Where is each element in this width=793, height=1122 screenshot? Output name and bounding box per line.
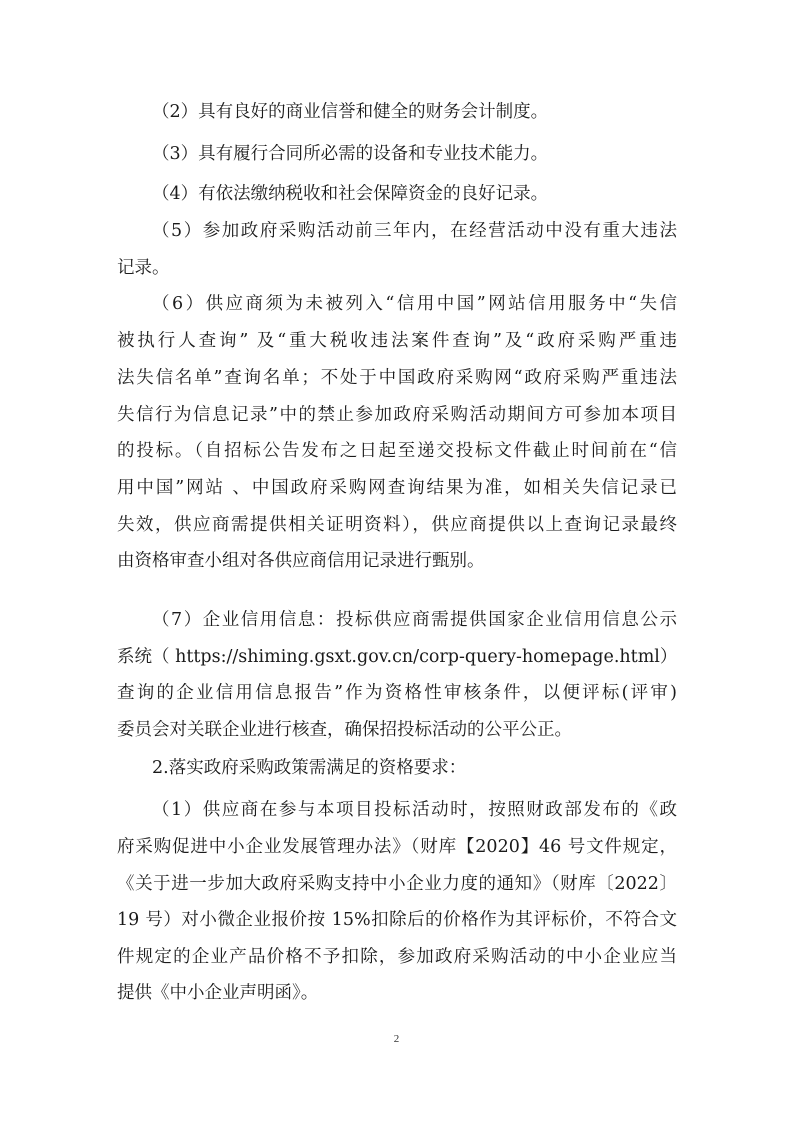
text-line: 记录。 [117, 258, 170, 278]
text-line: 被执行人查询” 及“重大税收违法案件查询”及“政府采购严重违 [117, 331, 677, 351]
section-heading: 2.落实政府采购政策需满足的资格要求： [152, 758, 467, 778]
page-number: 2 [393, 1033, 400, 1045]
text-line: 由资格审查小组对各供应商信用记录进行甄别。 [117, 551, 485, 571]
text-line: 委员会对关联企业进行核查，确保招投标活动的公平公正。 [117, 720, 572, 740]
text-line: （4）有依法缴纳税收和社会保障资金的良好记录。 [152, 184, 549, 204]
text-line: （7）企业信用信息：投标供应商需提供国家企业信用信息公示 [152, 610, 677, 630]
text-line: （5）参加政府采购活动前三年内，在经营活动中没有重大违法 [152, 221, 677, 241]
text-line: （6）供应商须为未被列入“信用中国”网站信用服务中“失信 [152, 294, 677, 314]
text-line: 提供《中小企业声明函》。 [117, 983, 319, 1003]
text-line: 的投标。（自招标公告发布之日起至递交投标文件截止时间前在“信 [117, 441, 677, 461]
text-line: 《关于进一步加大政府采购支持中小企业力度的通知》（财库〔2022〕 [117, 874, 677, 894]
text-line: 系统（ https://shiming.gsxt.gov.cn/corp-query-homepage.html） [117, 647, 677, 667]
text-line: 府采购促进中小企业发展管理办法》（财库【2020】46 号文件规定， [117, 837, 677, 857]
text-line: 失信行为信息记录”中的禁止参加政府采购活动期间方可参加本项目 [117, 405, 677, 425]
text-line: 失效，供应商需提供相关证明资料），供应商提供以上查询记录最终 [117, 515, 677, 535]
text-line: （2）具有良好的商业信誉和健全的财务会计制度。 [152, 102, 549, 122]
text-line: 件规定的企业产品价格不予扣除，参加政府采购活动的中小企业应当 [117, 947, 677, 967]
text-line: 19 号）对小微企业报价按 15%扣除后的价格作为其评标价，不符合文 [117, 910, 677, 930]
text-line: 查询的企业信用信息报告”作为资格性审核条件，以便评标(评审) [117, 683, 677, 703]
text-line: 用中国”网站 、中国政府采购网查询结果为准，如相关失信记录已 [117, 478, 677, 498]
text-line: （3）具有履行合同所必需的设备和专业技术能力。 [152, 144, 549, 164]
text-line: （1）供应商在参与本项目投标活动时，按照财政部发布的《政 [152, 800, 677, 820]
text-line: 法失信名单”查询名单；不处于中国政府采购网“政府采购严重违法 [117, 368, 677, 388]
